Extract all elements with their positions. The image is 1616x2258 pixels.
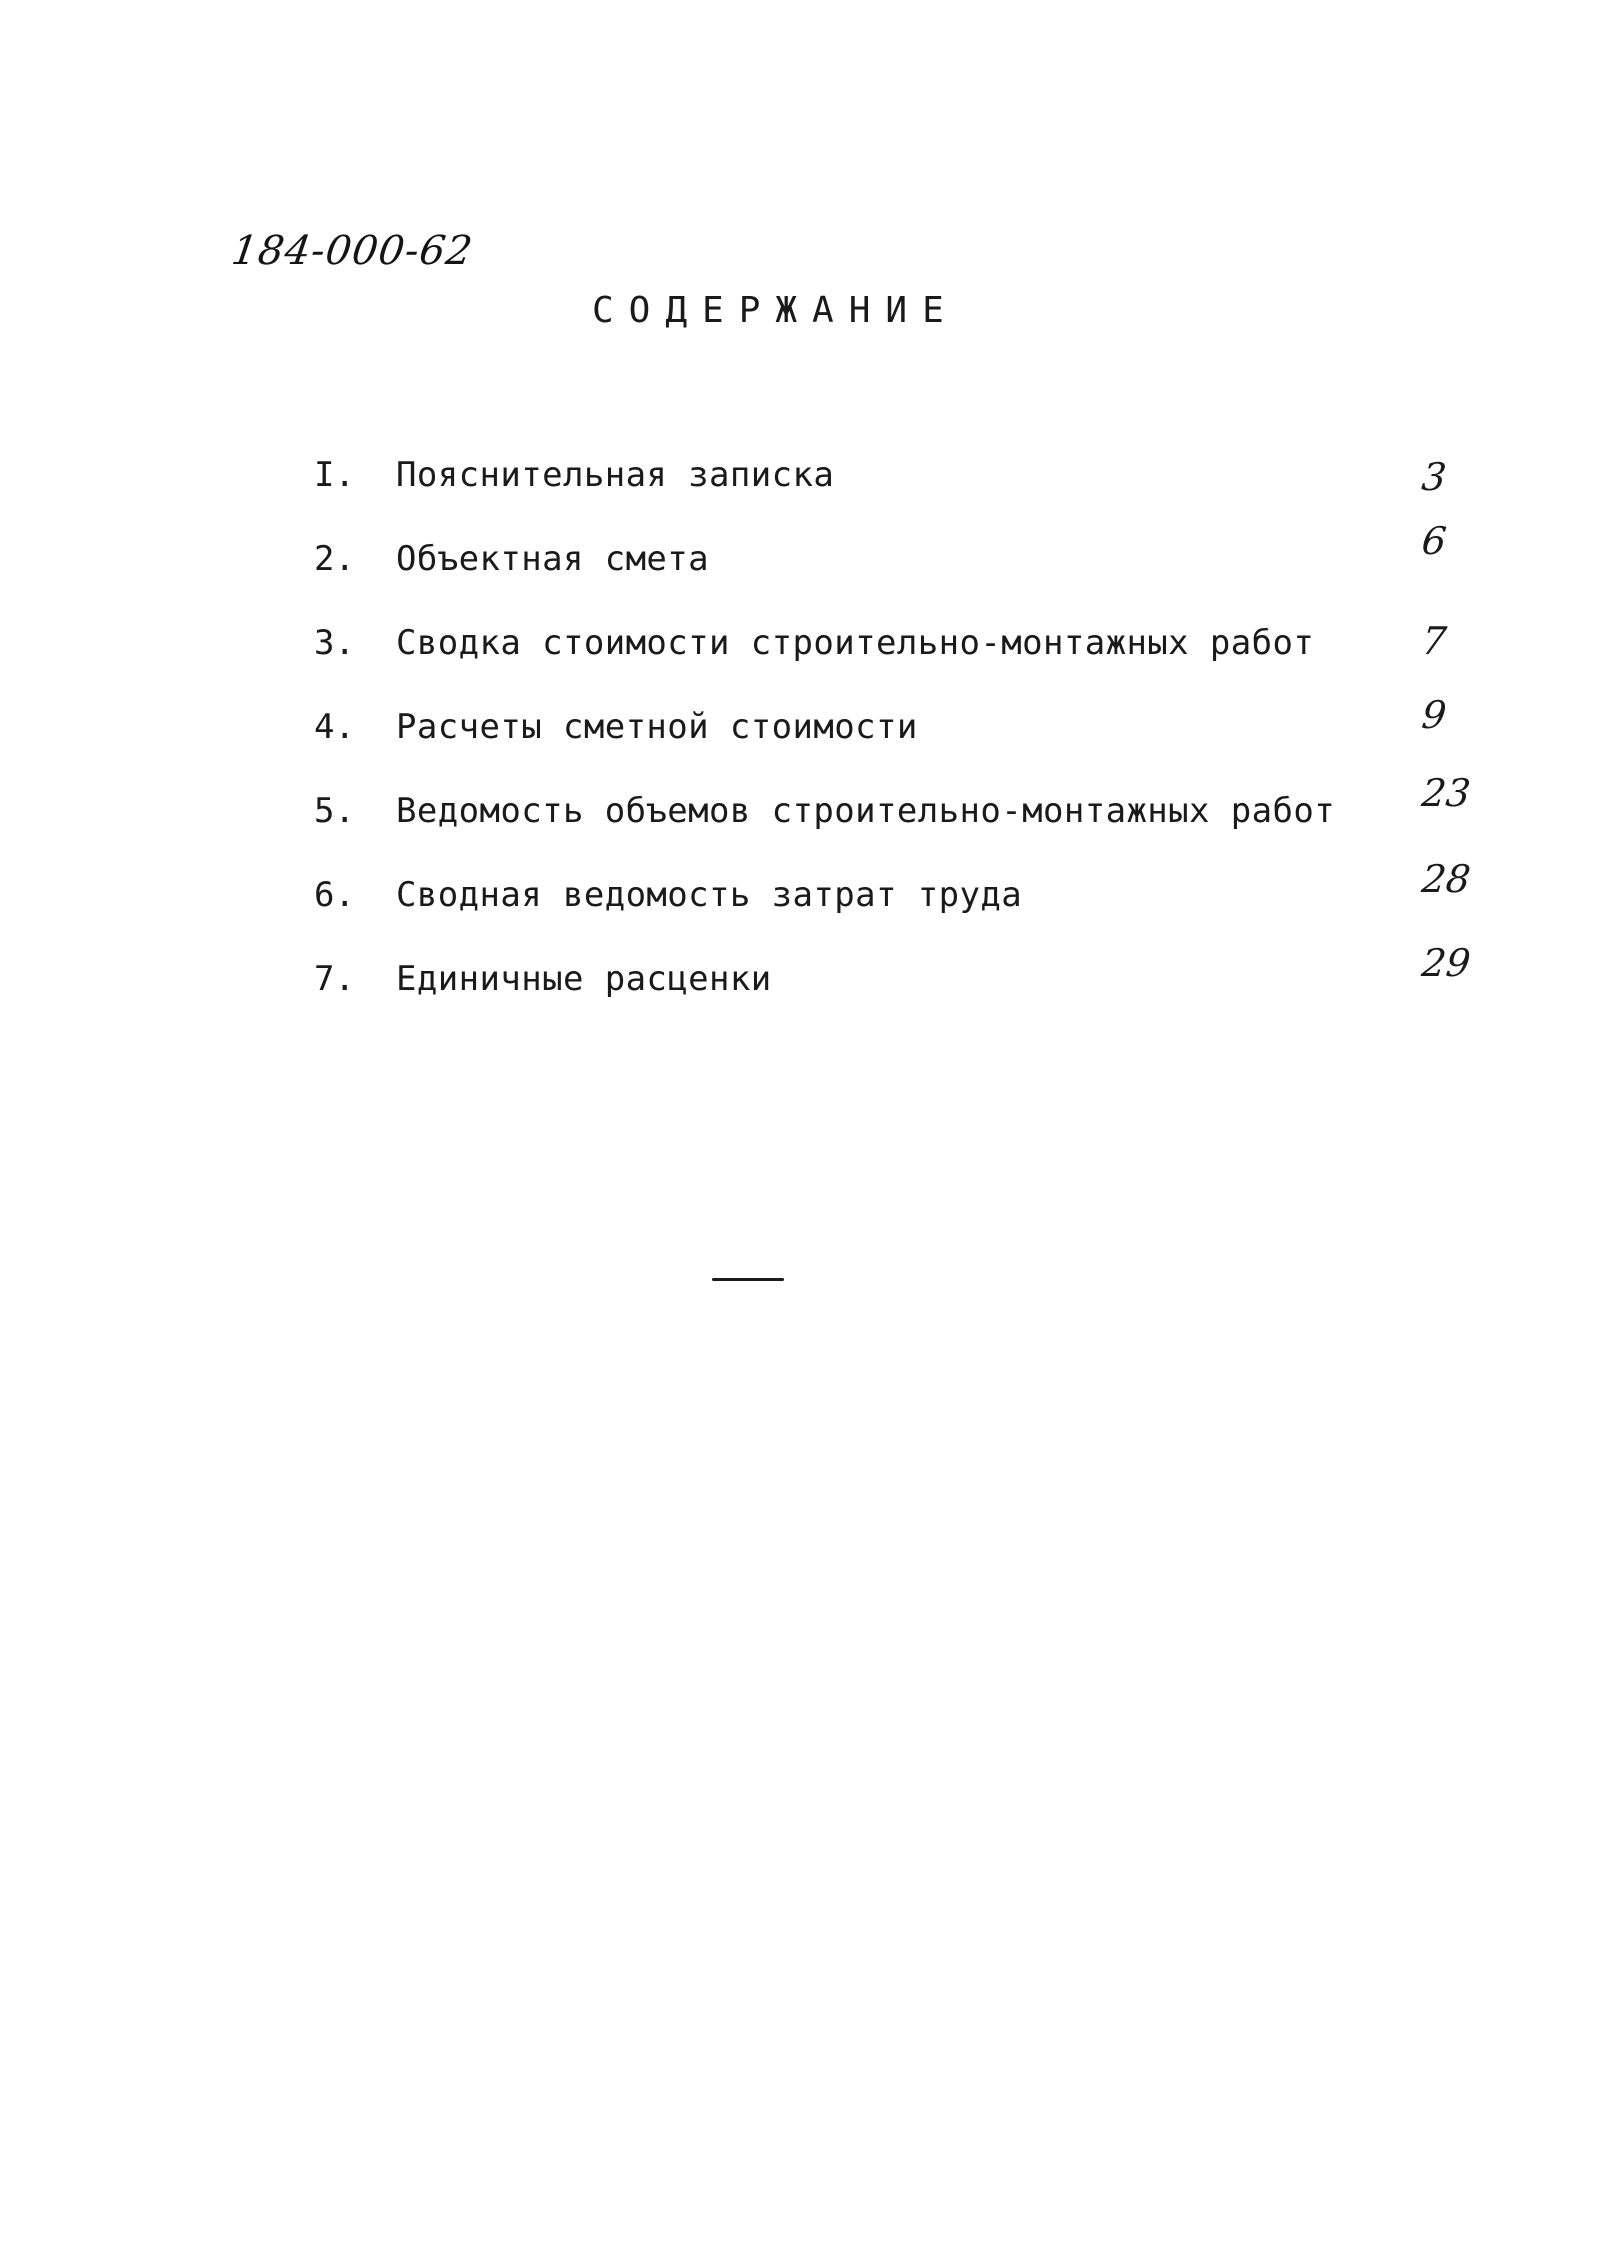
toc-item-page: 29 — [1419, 941, 1473, 985]
end-divider-mark — [712, 1278, 784, 1281]
toc-item-title: Единичные расценки — [396, 959, 772, 999]
toc-item-title: Сводная ведомость затрат труда — [396, 875, 1023, 915]
toc-item-number: 3. — [314, 623, 355, 663]
toc-item-title: Ведомость объемов строительно-монтажных работ — [396, 791, 1336, 831]
toc-item-page: 9 — [1419, 693, 1449, 737]
toc-item-page: 7 — [1419, 619, 1449, 663]
toc-item — [314, 941, 1514, 1009]
toc-item — [314, 693, 1514, 757]
toc-item-title: Расчеты сметной стоимости — [396, 707, 918, 747]
toc-item-page: 6 — [1419, 519, 1449, 563]
toc-item-title: Пояснительная записка — [396, 455, 835, 495]
toc-item-number: 5. — [314, 791, 355, 831]
toc-item — [314, 771, 1514, 841]
handwritten-document-code: 184-000-62 — [228, 228, 476, 274]
toc-item-page: 3 — [1419, 455, 1449, 499]
toc-item — [314, 455, 1514, 505]
toc-item-page: 23 — [1419, 771, 1473, 815]
table-of-contents — [314, 455, 1514, 1015]
toc-item-title: Объектная смета — [396, 539, 710, 579]
toc-item — [314, 519, 1514, 589]
toc-item — [314, 619, 1514, 673]
toc-item-number: 6. — [314, 875, 355, 915]
toc-item-page: 28 — [1419, 857, 1473, 901]
toc-item-number: I. — [314, 455, 355, 495]
toc-item-number: 7. — [314, 959, 355, 999]
page-title: СОДЕРЖАНИЕ — [592, 290, 959, 331]
toc-item — [314, 857, 1514, 925]
toc-item-number: 4. — [314, 707, 355, 747]
toc-item-title: Сводка стоимости строительно-монтажных работ — [396, 623, 1315, 663]
toc-item-number: 2. — [314, 539, 355, 579]
